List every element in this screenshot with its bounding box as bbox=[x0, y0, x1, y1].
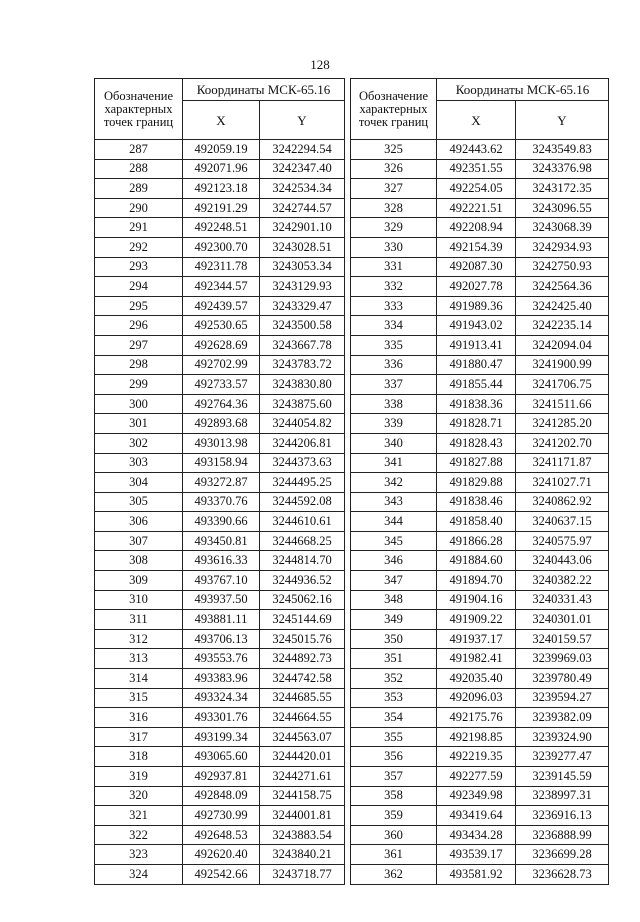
y-coordinate-cell: 3244001.81 bbox=[260, 806, 345, 826]
point-number-cell: 312 bbox=[95, 629, 183, 649]
point-number-cell: 302 bbox=[95, 433, 183, 453]
point-number-cell: 299 bbox=[95, 375, 183, 395]
y-coordinate-cell: 3236628.73 bbox=[516, 864, 609, 884]
point-number-cell: 326 bbox=[351, 159, 437, 179]
point-number-cell: 358 bbox=[351, 786, 437, 806]
y-coordinate-cell: 3241706.75 bbox=[516, 375, 609, 395]
y-coordinate-cell: 3243172.35 bbox=[516, 179, 609, 199]
y-coordinate-cell: 3243096.55 bbox=[516, 198, 609, 218]
point-number-cell: 307 bbox=[95, 531, 183, 551]
x-coordinate-cell: 492730.99 bbox=[183, 806, 260, 826]
x-coordinate-cell: 492035.40 bbox=[437, 669, 516, 689]
y-column-header: Y bbox=[516, 101, 609, 140]
x-coordinate-cell: 492702.99 bbox=[183, 355, 260, 375]
point-number-cell: 291 bbox=[95, 218, 183, 238]
y-coordinate-cell: 3243068.39 bbox=[516, 218, 609, 238]
x-coordinate-cell: 493272.87 bbox=[183, 473, 260, 493]
table-row bbox=[95, 257, 609, 277]
y-coordinate-cell: 3242425.40 bbox=[516, 296, 609, 316]
point-number-cell: 361 bbox=[351, 845, 437, 865]
y-coordinate-cell: 3243667.78 bbox=[260, 335, 345, 355]
point-number-cell: 322 bbox=[95, 825, 183, 845]
x-coordinate-cell: 492096.03 bbox=[437, 688, 516, 708]
x-coordinate-cell: 492248.51 bbox=[183, 218, 260, 238]
table-row bbox=[95, 414, 609, 434]
x-coordinate-cell: 493553.76 bbox=[183, 649, 260, 669]
y-column-header: Y bbox=[260, 101, 345, 140]
table-row bbox=[95, 237, 609, 257]
x-coordinate-cell: 493301.76 bbox=[183, 708, 260, 728]
y-coordinate-cell: 3244610.61 bbox=[260, 512, 345, 532]
y-coordinate-cell: 3241202.70 bbox=[516, 433, 609, 453]
x-coordinate-cell: 492937.81 bbox=[183, 767, 260, 787]
table-row bbox=[95, 492, 609, 512]
x-coordinate-cell: 493616.33 bbox=[183, 551, 260, 571]
x-coordinate-cell: 492175.76 bbox=[437, 708, 516, 728]
table-row bbox=[95, 688, 609, 708]
y-coordinate-cell: 3239780.49 bbox=[516, 669, 609, 689]
y-coordinate-cell: 3242564.36 bbox=[516, 277, 609, 297]
point-number-cell: 296 bbox=[95, 316, 183, 336]
y-coordinate-cell: 3240862.92 bbox=[516, 492, 609, 512]
y-coordinate-cell: 3242744.57 bbox=[260, 198, 345, 218]
x-coordinate-cell: 492733.57 bbox=[183, 375, 260, 395]
y-coordinate-cell: 3242534.34 bbox=[260, 179, 345, 199]
table-row bbox=[95, 316, 609, 336]
x-coordinate-cell: 493158.94 bbox=[183, 453, 260, 473]
y-coordinate-cell: 3243718.77 bbox=[260, 864, 345, 884]
x-coordinate-cell: 492254.05 bbox=[437, 179, 516, 199]
point-number-cell: 301 bbox=[95, 414, 183, 434]
table-row bbox=[95, 786, 609, 806]
point-number-cell: 288 bbox=[95, 159, 183, 179]
y-coordinate-cell: 3243549.83 bbox=[516, 140, 609, 160]
table-row bbox=[95, 394, 609, 414]
table-row bbox=[95, 610, 609, 630]
point-number-cell: 315 bbox=[95, 688, 183, 708]
y-coordinate-cell: 3244592.08 bbox=[260, 492, 345, 512]
table-row bbox=[95, 767, 609, 787]
y-coordinate-cell: 3243129.93 bbox=[260, 277, 345, 297]
x-coordinate-cell: 492059.19 bbox=[183, 140, 260, 160]
point-number-cell: 292 bbox=[95, 237, 183, 257]
y-coordinate-cell: 3240331.43 bbox=[516, 590, 609, 610]
point-number-cell: 304 bbox=[95, 473, 183, 493]
table-row bbox=[95, 277, 609, 297]
point-number-cell: 334 bbox=[351, 316, 437, 336]
point-number-cell: 330 bbox=[351, 237, 437, 257]
x-coordinate-cell: 492443.62 bbox=[437, 140, 516, 160]
point-number-cell: 348 bbox=[351, 590, 437, 610]
point-number-cell: 295 bbox=[95, 296, 183, 316]
y-coordinate-cell: 3243028.51 bbox=[260, 237, 345, 257]
y-coordinate-cell: 3243840.21 bbox=[260, 845, 345, 865]
table-row bbox=[95, 159, 609, 179]
x-coordinate-cell: 491855.44 bbox=[437, 375, 516, 395]
point-number-cell: 336 bbox=[351, 355, 437, 375]
x-coordinate-cell: 492221.51 bbox=[437, 198, 516, 218]
x-coordinate-cell: 491904.16 bbox=[437, 590, 516, 610]
x-coordinate-cell: 493419.64 bbox=[437, 806, 516, 826]
x-coordinate-cell: 492349.98 bbox=[437, 786, 516, 806]
x-coordinate-cell: 491838.36 bbox=[437, 394, 516, 414]
point-number-cell: 342 bbox=[351, 473, 437, 493]
y-coordinate-cell: 3241171.87 bbox=[516, 453, 609, 473]
point-number-cell: 289 bbox=[95, 179, 183, 199]
y-coordinate-cell: 3244206.81 bbox=[260, 433, 345, 453]
point-number-cell: 310 bbox=[95, 590, 183, 610]
point-number-cell: 308 bbox=[95, 551, 183, 571]
y-coordinate-cell: 3244814.70 bbox=[260, 551, 345, 571]
point-number-cell: 320 bbox=[95, 786, 183, 806]
point-number-cell: 300 bbox=[95, 394, 183, 414]
x-coordinate-cell: 492351.55 bbox=[437, 159, 516, 179]
point-number-cell: 335 bbox=[351, 335, 437, 355]
x-coordinate-cell: 491894.70 bbox=[437, 571, 516, 591]
point-number-cell: 317 bbox=[95, 727, 183, 747]
y-coordinate-cell: 3243875.60 bbox=[260, 394, 345, 414]
point-number-cell: 354 bbox=[351, 708, 437, 728]
x-coordinate-cell: 491838.46 bbox=[437, 492, 516, 512]
point-number-cell: 290 bbox=[95, 198, 183, 218]
x-coordinate-cell: 492191.29 bbox=[183, 198, 260, 218]
point-number-cell: 359 bbox=[351, 806, 437, 826]
x-coordinate-cell: 493434.28 bbox=[437, 825, 516, 845]
point-number-cell: 356 bbox=[351, 747, 437, 767]
y-coordinate-cell: 3242094.04 bbox=[516, 335, 609, 355]
y-coordinate-cell: 3244668.25 bbox=[260, 531, 345, 551]
x-coordinate-cell: 493065.60 bbox=[183, 747, 260, 767]
point-number-cell: 341 bbox=[351, 453, 437, 473]
y-coordinate-cell: 3244054.82 bbox=[260, 414, 345, 434]
table-row bbox=[95, 473, 609, 493]
x-coordinate-cell: 491828.43 bbox=[437, 433, 516, 453]
point-number-cell: 338 bbox=[351, 394, 437, 414]
table-row bbox=[95, 708, 609, 728]
x-coordinate-cell: 492087.30 bbox=[437, 257, 516, 277]
table-row bbox=[95, 825, 609, 845]
point-number-cell: 352 bbox=[351, 669, 437, 689]
table-row bbox=[95, 806, 609, 826]
table-row bbox=[95, 453, 609, 473]
x-coordinate-cell: 493199.34 bbox=[183, 727, 260, 747]
x-coordinate-cell: 492439.57 bbox=[183, 296, 260, 316]
point-number-cell: 346 bbox=[351, 551, 437, 571]
point-number-cell: 329 bbox=[351, 218, 437, 238]
y-coordinate-cell: 3244271.61 bbox=[260, 767, 345, 787]
point-number-cell: 357 bbox=[351, 767, 437, 787]
x-coordinate-cell: 492628.69 bbox=[183, 335, 260, 355]
y-coordinate-cell: 3239969.03 bbox=[516, 649, 609, 669]
y-coordinate-cell: 3243053.34 bbox=[260, 257, 345, 277]
y-coordinate-cell: 3242934.93 bbox=[516, 237, 609, 257]
y-coordinate-cell: 3244373.63 bbox=[260, 453, 345, 473]
y-coordinate-cell: 3239145.59 bbox=[516, 767, 609, 787]
x-coordinate-cell: 492300.70 bbox=[183, 237, 260, 257]
point-number-cell: 332 bbox=[351, 277, 437, 297]
y-coordinate-cell: 3236699.28 bbox=[516, 845, 609, 865]
x-coordinate-cell: 492893.68 bbox=[183, 414, 260, 434]
y-coordinate-cell: 3241027.71 bbox=[516, 473, 609, 493]
point-number-cell: 324 bbox=[95, 864, 183, 884]
point-number-cell: 355 bbox=[351, 727, 437, 747]
y-coordinate-cell: 3242235.14 bbox=[516, 316, 609, 336]
y-coordinate-cell: 3240301.01 bbox=[516, 610, 609, 630]
table-row bbox=[95, 218, 609, 238]
x-coordinate-cell: 492198.85 bbox=[437, 727, 516, 747]
point-number-cell: 316 bbox=[95, 708, 183, 728]
x-coordinate-cell: 492530.65 bbox=[183, 316, 260, 336]
point-number-cell: 347 bbox=[351, 571, 437, 591]
y-coordinate-cell: 3244685.55 bbox=[260, 688, 345, 708]
x-coordinate-cell: 492764.36 bbox=[183, 394, 260, 414]
table-row bbox=[95, 864, 609, 884]
point-number-cell: 343 bbox=[351, 492, 437, 512]
x-coordinate-cell: 493390.66 bbox=[183, 512, 260, 532]
point-number-cell: 323 bbox=[95, 845, 183, 865]
point-number-cell: 345 bbox=[351, 531, 437, 551]
point-number-cell: 311 bbox=[95, 610, 183, 630]
x-coordinate-cell: 492208.94 bbox=[437, 218, 516, 238]
point-number-cell: 325 bbox=[351, 140, 437, 160]
y-coordinate-cell: 3243883.54 bbox=[260, 825, 345, 845]
y-coordinate-cell: 3240637.15 bbox=[516, 512, 609, 532]
x-coordinate-cell: 493767.10 bbox=[183, 571, 260, 591]
point-number-cell: 349 bbox=[351, 610, 437, 630]
y-coordinate-cell: 3243376.98 bbox=[516, 159, 609, 179]
x-coordinate-cell: 493937.50 bbox=[183, 590, 260, 610]
table-row bbox=[95, 375, 609, 395]
point-number-cell: 362 bbox=[351, 864, 437, 884]
point-number-cell: 319 bbox=[95, 767, 183, 787]
x-coordinate-cell: 492123.18 bbox=[183, 179, 260, 199]
point-number-cell: 350 bbox=[351, 629, 437, 649]
table-row bbox=[95, 140, 609, 160]
point-number-cell: 298 bbox=[95, 355, 183, 375]
y-coordinate-cell: 3244420.01 bbox=[260, 747, 345, 767]
y-coordinate-cell: 3245015.76 bbox=[260, 629, 345, 649]
x-coordinate-cell: 491913.41 bbox=[437, 335, 516, 355]
table-row bbox=[95, 198, 609, 218]
y-coordinate-cell: 3243329.47 bbox=[260, 296, 345, 316]
x-coordinate-cell: 491989.36 bbox=[437, 296, 516, 316]
y-coordinate-cell: 3241285.20 bbox=[516, 414, 609, 434]
x-column-header: X bbox=[437, 101, 516, 140]
x-coordinate-cell: 491866.28 bbox=[437, 531, 516, 551]
table-row bbox=[95, 727, 609, 747]
x-coordinate-cell: 492027.78 bbox=[437, 277, 516, 297]
x-coordinate-cell: 493581.92 bbox=[437, 864, 516, 884]
coordinates-header: Координаты МСК-65.16 bbox=[437, 79, 609, 101]
x-coordinate-cell: 491937.17 bbox=[437, 629, 516, 649]
x-coordinate-cell: 492344.57 bbox=[183, 277, 260, 297]
point-number-cell: 328 bbox=[351, 198, 437, 218]
x-coordinate-cell: 493013.98 bbox=[183, 433, 260, 453]
x-coordinate-cell: 491880.47 bbox=[437, 355, 516, 375]
x-coordinate-cell: 491884.60 bbox=[437, 551, 516, 571]
point-number-cell: 327 bbox=[351, 179, 437, 199]
x-coordinate-cell: 493370.76 bbox=[183, 492, 260, 512]
x-coordinate-cell: 491982.41 bbox=[437, 649, 516, 669]
x-coordinate-cell: 493450.81 bbox=[183, 531, 260, 551]
y-coordinate-cell: 3240159.57 bbox=[516, 629, 609, 649]
x-coordinate-cell: 492848.09 bbox=[183, 786, 260, 806]
y-coordinate-cell: 3242901.10 bbox=[260, 218, 345, 238]
point-designation-header: Обозначение характерных точек границ bbox=[95, 79, 183, 140]
point-number-cell: 293 bbox=[95, 257, 183, 277]
y-coordinate-cell: 3243830.80 bbox=[260, 375, 345, 395]
table-row bbox=[95, 433, 609, 453]
x-coordinate-cell: 491943.02 bbox=[437, 316, 516, 336]
point-number-cell: 337 bbox=[351, 375, 437, 395]
coordinates-header: Координаты МСК-65.16 bbox=[183, 79, 345, 101]
x-coordinate-cell: 492620.40 bbox=[183, 845, 260, 865]
table-row bbox=[95, 669, 609, 689]
x-coordinate-cell: 492542.66 bbox=[183, 864, 260, 884]
y-coordinate-cell: 3245144.69 bbox=[260, 610, 345, 630]
y-coordinate-cell: 3244158.75 bbox=[260, 786, 345, 806]
point-number-cell: 294 bbox=[95, 277, 183, 297]
y-coordinate-cell: 3244563.07 bbox=[260, 727, 345, 747]
y-coordinate-cell: 3243783.72 bbox=[260, 355, 345, 375]
y-coordinate-cell: 3239382.09 bbox=[516, 708, 609, 728]
y-coordinate-cell: 3239594.27 bbox=[516, 688, 609, 708]
table-row bbox=[95, 571, 609, 591]
point-number-cell: 303 bbox=[95, 453, 183, 473]
table-row bbox=[95, 747, 609, 767]
y-coordinate-cell: 3236888.99 bbox=[516, 825, 609, 845]
y-coordinate-cell: 3244742.58 bbox=[260, 669, 345, 689]
point-number-cell: 353 bbox=[351, 688, 437, 708]
x-coordinate-cell: 491827.88 bbox=[437, 453, 516, 473]
y-coordinate-cell: 3239324.90 bbox=[516, 727, 609, 747]
point-number-cell: 333 bbox=[351, 296, 437, 316]
x-column-header: X bbox=[183, 101, 260, 140]
point-number-cell: 313 bbox=[95, 649, 183, 669]
x-coordinate-cell: 491909.22 bbox=[437, 610, 516, 630]
y-coordinate-cell: 3236916.13 bbox=[516, 806, 609, 826]
point-number-cell: 339 bbox=[351, 414, 437, 434]
y-coordinate-cell: 3241511.66 bbox=[516, 394, 609, 414]
y-coordinate-cell: 3243500.58 bbox=[260, 316, 345, 336]
point-number-cell: 314 bbox=[95, 669, 183, 689]
y-coordinate-cell: 3242750.93 bbox=[516, 257, 609, 277]
x-coordinate-cell: 491828.71 bbox=[437, 414, 516, 434]
point-number-cell: 297 bbox=[95, 335, 183, 355]
point-number-cell: 321 bbox=[95, 806, 183, 826]
table-row bbox=[95, 296, 609, 316]
x-coordinate-cell: 492648.53 bbox=[183, 825, 260, 845]
table-row bbox=[95, 531, 609, 551]
y-coordinate-cell: 3244664.55 bbox=[260, 708, 345, 728]
y-coordinate-cell: 3244495.25 bbox=[260, 473, 345, 493]
x-coordinate-cell: 492277.59 bbox=[437, 767, 516, 787]
x-coordinate-cell: 493383.96 bbox=[183, 669, 260, 689]
point-number-cell: 360 bbox=[351, 825, 437, 845]
point-number-cell: 331 bbox=[351, 257, 437, 277]
table-row bbox=[95, 845, 609, 865]
y-coordinate-cell: 3244892.73 bbox=[260, 649, 345, 669]
coordinates-table bbox=[94, 78, 609, 885]
x-coordinate-cell: 493881.11 bbox=[183, 610, 260, 630]
point-number-cell: 344 bbox=[351, 512, 437, 532]
x-coordinate-cell: 492071.96 bbox=[183, 159, 260, 179]
table-row bbox=[95, 551, 609, 571]
x-coordinate-cell: 492311.78 bbox=[183, 257, 260, 277]
table-row bbox=[95, 629, 609, 649]
y-coordinate-cell: 3241900.99 bbox=[516, 355, 609, 375]
table-row bbox=[95, 355, 609, 375]
table-row bbox=[95, 590, 609, 610]
point-number-cell: 351 bbox=[351, 649, 437, 669]
point-designation-header: Обозначение характерных точек границ bbox=[351, 79, 437, 140]
point-number-cell: 287 bbox=[95, 140, 183, 160]
point-number-cell: 340 bbox=[351, 433, 437, 453]
table-row bbox=[95, 179, 609, 199]
point-number-cell: 306 bbox=[95, 512, 183, 532]
y-coordinate-cell: 3242347.40 bbox=[260, 159, 345, 179]
y-coordinate-cell: 3240443.06 bbox=[516, 551, 609, 571]
y-coordinate-cell: 3240382.22 bbox=[516, 571, 609, 591]
y-coordinate-cell: 3245062.16 bbox=[260, 590, 345, 610]
point-number-cell: 318 bbox=[95, 747, 183, 767]
x-coordinate-cell: 492154.39 bbox=[437, 237, 516, 257]
x-coordinate-cell: 491858.40 bbox=[437, 512, 516, 532]
y-coordinate-cell: 3244936.52 bbox=[260, 571, 345, 591]
point-number-cell: 305 bbox=[95, 492, 183, 512]
x-coordinate-cell: 493324.34 bbox=[183, 688, 260, 708]
page-number: 128 bbox=[310, 57, 330, 72]
x-coordinate-cell: 493706.13 bbox=[183, 629, 260, 649]
x-coordinate-cell: 491829.88 bbox=[437, 473, 516, 493]
y-coordinate-cell: 3242294.54 bbox=[260, 140, 345, 160]
table-row bbox=[95, 512, 609, 532]
table-row bbox=[95, 649, 609, 669]
x-coordinate-cell: 493539.17 bbox=[437, 845, 516, 865]
table-row bbox=[95, 335, 609, 355]
point-number-cell: 309 bbox=[95, 571, 183, 591]
x-coordinate-cell: 492219.35 bbox=[437, 747, 516, 767]
y-coordinate-cell: 3238997.31 bbox=[516, 786, 609, 806]
y-coordinate-cell: 3239277.47 bbox=[516, 747, 609, 767]
y-coordinate-cell: 3240575.97 bbox=[516, 531, 609, 551]
